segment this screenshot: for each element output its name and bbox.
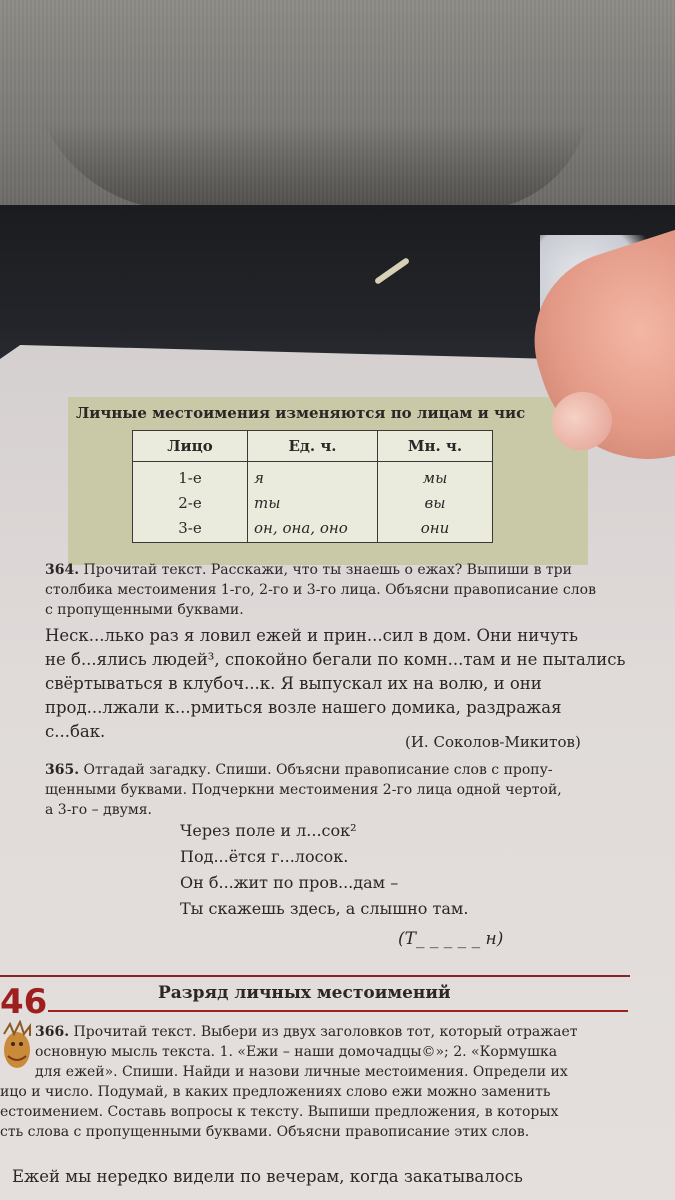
plural-2: вы xyxy=(424,494,446,512)
header-plural: Мн. ч. xyxy=(378,431,493,462)
exercise-366-task-line: естоимением. Составь вопросы к тексту. Выпиши предложения, в которых xyxy=(0,1104,559,1120)
exercise-365-task-line: щенными буквами. Подчеркни местоимения 2-го лица одной чертой, xyxy=(45,782,562,798)
pronoun-table-body xyxy=(133,462,493,543)
riddle-line: Под...ётся г...лосок. xyxy=(180,847,349,866)
exercise-365-task-line: а 3-го – двумя. xyxy=(45,802,153,818)
pronoun-table-header xyxy=(133,431,493,462)
singular-column xyxy=(248,462,378,543)
rule-title: Личные местоимения изменяются по лицам и чис xyxy=(76,404,526,422)
exercise-366-task-line: основную мысль текста. 1. «Ежи – наши домочадцы©»; 2. «Кормушка xyxy=(35,1044,558,1060)
hedgehog-icon xyxy=(0,1020,34,1076)
exercise-364-task xyxy=(45,560,596,620)
person-3: 3-е xyxy=(178,519,202,537)
exercise-366-text xyxy=(12,1165,523,1189)
exercise-364-task-line: с пропущенными буквами. xyxy=(45,602,244,618)
exercise-366-task xyxy=(35,1022,578,1082)
header-person: Лицо xyxy=(133,431,248,462)
exercise-366-task-line: для ежей». Спиши. Найди и назови личные местоимения. Определи их xyxy=(35,1064,568,1080)
section-underline xyxy=(48,1010,628,1012)
riddle-line: Через поле и л...сок² xyxy=(180,821,357,840)
exercise-366-number: 366. xyxy=(35,1024,70,1040)
exercise-366-task-line: ицо и число. Подумай, в каких предложениях слово ежи можно заменить xyxy=(0,1084,551,1100)
riddle-poem xyxy=(180,818,468,922)
riddle-line: Ты скажешь здесь, а слышно там. xyxy=(180,899,469,918)
person-column xyxy=(133,462,248,543)
exercise-365-task xyxy=(45,760,562,820)
plural-1: мы xyxy=(422,469,448,487)
pronoun-table xyxy=(132,430,493,543)
background-shirt-fold xyxy=(30,60,590,210)
exercise-364-task-line: Прочитай текст. Расскажи, что ты знаешь о ежах? Выпиши в три xyxy=(79,562,572,578)
exercise-365-task-line: Отгадай загадку. Спиши. Объясни правописание слов с пропу- xyxy=(79,762,553,778)
section-divider xyxy=(0,975,630,977)
exercise-366-task-cont xyxy=(0,1082,558,1142)
section-title: Разряд личных местоимений xyxy=(158,983,451,1003)
exercise-364-text xyxy=(45,624,625,744)
exercise-364-author: (И. Соколов-Микитов) xyxy=(405,733,581,751)
exercise-364-number: 364. xyxy=(45,562,80,578)
exercise-364-text-line: Неск...лько раз я ловил ежей и прин...сил в дом. Они ничуть xyxy=(45,626,579,645)
exercise-364-text-line: не б...ялись людей³, спокойно бегали по комн...там и не пытались xyxy=(45,650,626,669)
section-number: 46 xyxy=(0,982,48,1022)
exercise-364-text-line: прод...лжали к...рмиться возле нашего домика, раздражая xyxy=(45,698,562,717)
riddle-answer: (Т_ _ _ _ _ н) xyxy=(398,929,504,949)
plural-3: они xyxy=(420,519,450,537)
exercise-366-task-line: сть слова с пропущенными буквами. Объясни правописание этих слов. xyxy=(0,1124,530,1140)
exercise-364-text-line: с...бак. xyxy=(45,722,106,741)
exercise-364-task-line: столбика местоимения 1-го, 2-го и 3-го лица. Объясни правописание слов xyxy=(45,582,596,598)
exercise-365-number: 365. xyxy=(45,762,80,778)
exercise-366-text-line: Ежей мы нередко видели по вечерам, когда закатывалось xyxy=(12,1167,523,1186)
exercise-366-task-line: Прочитай текст. Выбери из двух заголовков тот, который отражает xyxy=(69,1024,578,1040)
exercise-364-text-line: свёртываться в клубоч...к. Я выпускал их на волю, и они xyxy=(45,674,542,693)
header-singular: Ед. ч. xyxy=(248,431,378,462)
person-2: 2-е xyxy=(178,494,202,512)
riddle-line: Он б...жит по пров...дам – xyxy=(180,873,399,892)
plural-column xyxy=(378,462,493,543)
singular-3: он, она, оно xyxy=(254,519,348,537)
singular-1: я xyxy=(254,469,264,487)
singular-2: ты xyxy=(254,494,281,512)
person-1: 1-е xyxy=(178,469,202,487)
